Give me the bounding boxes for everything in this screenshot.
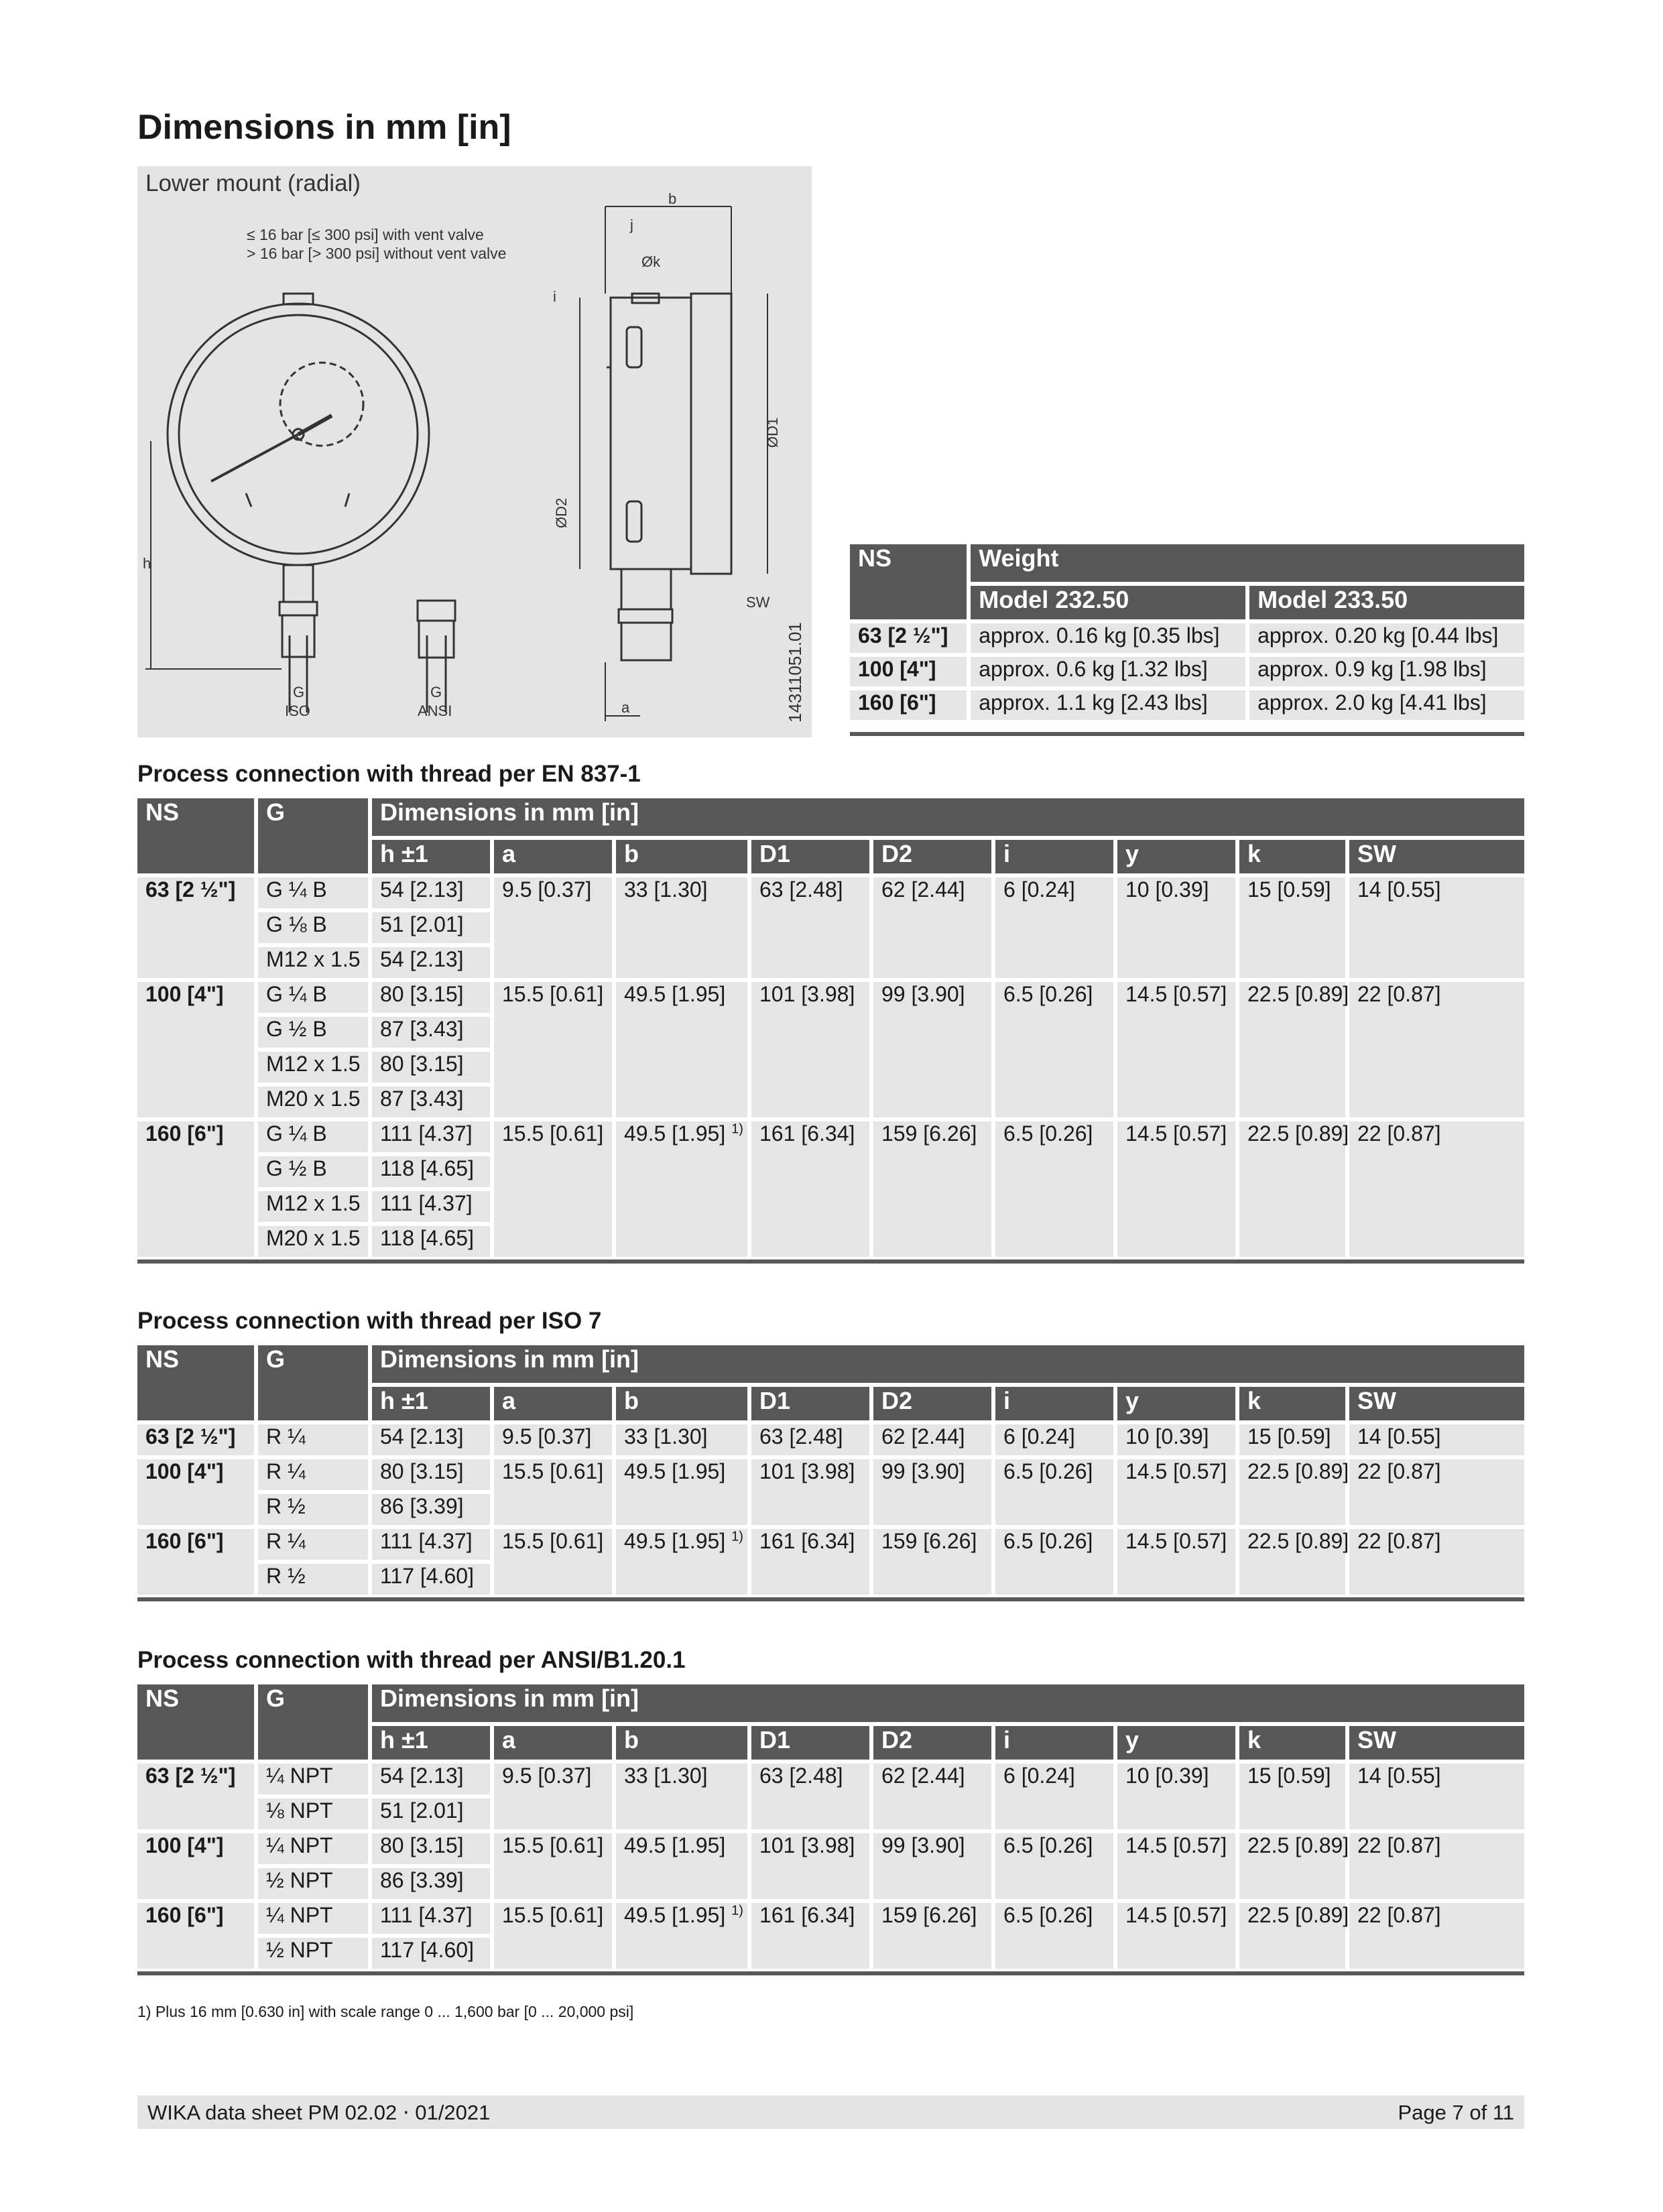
dim-value: 15 [0.59] (1247, 1764, 1331, 1788)
table-bottom-rule (850, 732, 1524, 736)
ns-cell: 100 [4"] (137, 1833, 254, 1899)
h-cell: 86 [3.39] (372, 1494, 490, 1525)
thread-cell: ⅛ NPT (258, 1798, 368, 1829)
dim-value: 161 [6.34] (759, 1121, 855, 1146)
thread-cell: G ⅛ B (258, 912, 368, 943)
table-bottom-rule (137, 1597, 1524, 1601)
dim-cell-k (1239, 1529, 1349, 1595)
dim-value: 63 [2.48] (759, 1764, 843, 1788)
footer-page-number: Page 7 of 11 (1398, 2101, 1514, 2124)
dim-cell-d2 (873, 1903, 991, 1969)
dim-cell-k (1239, 877, 1345, 978)
weight-header-weight: Weight (971, 544, 1524, 582)
dim-cell-y (1117, 1459, 1235, 1525)
dim-cell-k (1239, 1121, 1349, 1257)
table-row (137, 1903, 1524, 1934)
dim-value: 14.5 [0.57] (1125, 1459, 1227, 1483)
dim-value: 22.5 [0.89] (1247, 1833, 1349, 1857)
dim-cell-k (1239, 1459, 1349, 1525)
dim-value: 6 [0.24] (1003, 1424, 1075, 1449)
footer-doc-id: WIKA data sheet PM 02.02 ⋅ 01/2021 (147, 2101, 491, 2124)
dim-cell-sw (1349, 877, 1524, 978)
thread-cell: M12 x 1.5 (258, 1191, 368, 1222)
thread-cell: G ½ B (258, 1017, 368, 1048)
h-cell: 54 [2.13] (372, 1424, 490, 1455)
dim-cell-a (494, 1903, 612, 1969)
ns-cell: 100 [4"] (137, 982, 254, 1117)
header-col-2: b (616, 840, 747, 873)
dim-label-i: i (553, 288, 556, 305)
thread-cell: G ¼ B (258, 1121, 368, 1152)
dim-cell-b (616, 1529, 747, 1595)
header-col-0: h ±1 (372, 1726, 490, 1760)
h-cell: 111 [4.37] (372, 1903, 490, 1934)
dim-cell-d2 (873, 1529, 991, 1595)
dim-cell-k (1239, 1764, 1345, 1829)
thread-cell: R ½ (258, 1564, 368, 1595)
dim-value: 14.5 [0.57] (1125, 1121, 1227, 1146)
dim-label-d2: ØD2 (553, 497, 570, 528)
drawing-number: 14311051.01 (785, 622, 805, 723)
dim-value: 33 [1.30] (624, 877, 708, 902)
dim-cell-y (1117, 1529, 1235, 1595)
dim-value: 159 [6.26] (881, 1121, 977, 1146)
dim-value: 22.5 [0.89] (1247, 1529, 1349, 1553)
header-col-8: SW (1349, 840, 1524, 873)
page-title: Dimensions in mm [in] (137, 108, 511, 147)
dim-value: 10 [0.39] (1125, 877, 1209, 902)
thread-cell: M12 x 1.5 (258, 1052, 368, 1083)
dim-cell-d2 (873, 982, 991, 1117)
dim-cell-i (995, 1764, 1113, 1829)
dim-value: 99 [3.90] (881, 1833, 965, 1857)
dim-value: 49.5 [1.95] (624, 1529, 726, 1553)
dim-value: 49.5 [1.95] (624, 1903, 726, 1927)
header-g: G (258, 1684, 368, 1760)
h-cell: 80 [3.15] (372, 1052, 490, 1083)
thread-cell: M20 x 1.5 (258, 1226, 368, 1257)
dim-value: 6.5 [0.26] (1003, 1903, 1093, 1927)
h-cell: 117 [4.60] (372, 1938, 490, 1969)
dim-cell-d1 (751, 1424, 869, 1455)
header-col-3: D1 (751, 1726, 869, 1760)
dim-value: 22 [0.87] (1357, 1903, 1441, 1927)
dim-cell-sw (1349, 1121, 1524, 1257)
header-col-5: i (995, 840, 1113, 873)
dim-cell-i (995, 982, 1113, 1117)
section-title-ansi: Process connection with thread per ANSI/B1.20.1 (137, 1647, 686, 1673)
dim-value: 6.5 [0.26] (1003, 1529, 1093, 1553)
h-cell: 80 [3.15] (372, 1833, 490, 1864)
dim-value: 62 [2.44] (881, 1424, 965, 1449)
dim-label-sw: SW (746, 594, 770, 611)
dim-value: 63 [2.48] (759, 1424, 843, 1449)
dim-label-k: Øk (641, 253, 661, 270)
dim-value: 6.5 [0.26] (1003, 1833, 1093, 1857)
dim-value: 161 [6.34] (759, 1529, 855, 1553)
header-col-0: h ±1 (372, 1387, 490, 1420)
header-ns: NS (137, 798, 254, 873)
dim-value: 62 [2.44] (881, 877, 965, 902)
dim-cell-d2 (873, 1424, 991, 1455)
dim-cell-y (1117, 982, 1235, 1117)
h-cell: 111 [4.37] (372, 1529, 490, 1560)
h-cell: 80 [3.15] (372, 982, 490, 1013)
dim-cell-y (1117, 877, 1235, 978)
dim-cell-b (616, 982, 747, 1117)
page-footer (137, 2095, 1524, 2129)
header-col-3: D1 (751, 1387, 869, 1420)
ns-cell: 160 [6"] (137, 1121, 254, 1257)
vent-note-2: > 16 bar [> 300 psi] without vent valve (247, 245, 507, 262)
dim-value: 101 [3.98] (759, 982, 855, 1006)
dim-cell-y (1117, 1121, 1235, 1257)
table-row (137, 1459, 1524, 1490)
table-row (137, 1833, 1524, 1864)
dim-cell-a (494, 1764, 612, 1829)
figure-caption: Lower mount (radial) (145, 170, 361, 196)
table-row (850, 690, 1524, 720)
thread-cell: G ¼ B (258, 982, 368, 1013)
dim-cell-b (616, 1903, 747, 1969)
dim-value: 49.5 [1.95] (624, 982, 726, 1006)
dim-value: 15.5 [0.61] (502, 1903, 604, 1927)
dim-value: 99 [3.90] (881, 1459, 965, 1483)
thread-cell: M20 x 1.5 (258, 1087, 368, 1117)
dim-cell-k (1239, 1903, 1349, 1969)
table-row (137, 1121, 1524, 1152)
header-col-1: a (494, 1387, 612, 1420)
footnote-ref: 1) (731, 1903, 743, 1918)
thread-cell: ½ NPT (258, 1868, 368, 1899)
thread-label-ansi: ANSI (418, 702, 452, 719)
weight-header-model1: Model 232.50 (971, 586, 1245, 619)
dim-value: 33 [1.30] (624, 1424, 708, 1449)
dimension-table-iso7 (133, 1341, 1528, 1599)
ns-cell: 160 [6"] (850, 690, 967, 720)
header-col-2: b (616, 1726, 747, 1760)
header-col-6: y (1117, 1726, 1235, 1760)
dim-label-a: a (621, 699, 630, 716)
header-col-8: SW (1349, 1387, 1524, 1420)
dim-value: 6 [0.24] (1003, 1764, 1075, 1788)
section-title-en837: Process connection with thread per EN 837-1 (137, 761, 641, 787)
dim-value: 49.5 [1.95] (624, 1833, 726, 1857)
dim-value: 161 [6.34] (759, 1903, 855, 1927)
h-cell: 118 [4.65] (372, 1156, 490, 1187)
dim-cell-d1 (751, 1121, 869, 1257)
weight-header-ns: NS (850, 544, 967, 619)
weight-header-model2: Model 233.50 (1249, 586, 1524, 619)
dimension-table-en837 (133, 794, 1528, 1261)
dim-value: 15.5 [0.61] (502, 982, 604, 1006)
ns-cell: 63 [2 ½"] (137, 877, 254, 978)
h-cell: 111 [4.37] (372, 1191, 490, 1222)
dim-value: 14.5 [0.57] (1125, 1903, 1227, 1927)
header-col-6: y (1117, 1387, 1235, 1420)
header-ns: NS (137, 1684, 254, 1760)
dim-cell-k (1239, 1833, 1349, 1899)
dim-cell-d1 (751, 1529, 869, 1595)
dim-value: 9.5 [0.37] (502, 1424, 592, 1449)
dim-cell-a (494, 1459, 612, 1525)
thread-label-g-ansi: G (430, 684, 442, 700)
h-cell: 54 [2.13] (372, 1764, 490, 1794)
dim-cell-b (616, 877, 747, 978)
table-bottom-rule (137, 1259, 1524, 1264)
dim-value: 22.5 [0.89] (1247, 982, 1349, 1006)
h-cell: 51 [2.01] (372, 912, 490, 943)
dim-value: 22 [0.87] (1357, 1121, 1441, 1146)
dim-cell-a (494, 1121, 612, 1257)
dim-cell-i (995, 1903, 1113, 1969)
dim-cell-i (995, 877, 1113, 978)
header-col-7: k (1239, 1726, 1345, 1760)
dim-cell-d1 (751, 1903, 869, 1969)
dim-value: 22.5 [0.89] (1247, 1903, 1349, 1927)
dim-value: 6.5 [0.26] (1003, 982, 1093, 1006)
dim-cell-d2 (873, 1833, 991, 1899)
header-ns: NS (137, 1345, 254, 1420)
dim-value: 15 [0.59] (1247, 877, 1331, 902)
dim-value: 10 [0.39] (1125, 1424, 1209, 1449)
dim-cell-y (1117, 1764, 1235, 1829)
dim-value: 63 [2.48] (759, 877, 843, 902)
dim-cell-k (1239, 1424, 1345, 1455)
header-col-0: h ±1 (372, 840, 490, 873)
weight-table (846, 540, 1528, 724)
dim-cell-a (494, 1424, 612, 1455)
gauge-drawing-svg (137, 166, 812, 737)
header-col-4: D2 (873, 1726, 991, 1760)
dim-cell-d1 (751, 982, 869, 1117)
table-row (137, 1529, 1524, 1560)
dim-value: 62 [2.44] (881, 1764, 965, 1788)
dim-value: 15.5 [0.61] (502, 1121, 604, 1146)
dim-cell-d2 (873, 1121, 991, 1257)
dim-value: 22 [0.87] (1357, 1833, 1441, 1857)
dim-cell-i (995, 1833, 1113, 1899)
dim-cell-sw (1349, 1459, 1524, 1525)
dim-cell-d1 (751, 1833, 869, 1899)
dim-value: 6.5 [0.26] (1003, 1459, 1093, 1483)
dim-value: 15.5 [0.61] (502, 1459, 604, 1483)
header-dimensions: Dimensions in mm [in] (372, 1684, 1524, 1722)
dim-value: 159 [6.26] (881, 1903, 977, 1927)
dim-cell-b (616, 1121, 747, 1257)
dim-cell-d2 (873, 877, 991, 978)
header-col-3: D1 (751, 840, 869, 873)
h-cell: 87 [3.43] (372, 1017, 490, 1048)
dim-value: 15.5 [0.61] (502, 1529, 604, 1553)
dim-value: 6 [0.24] (1003, 877, 1075, 902)
dim-label-h: h (143, 555, 151, 572)
h-cell: 111 [4.37] (372, 1121, 490, 1152)
dim-label-j: j (630, 217, 633, 233)
dim-value: 49.5 [1.95] (624, 1459, 726, 1483)
dim-cell-sw (1349, 982, 1524, 1117)
table-row (850, 657, 1524, 686)
dim-value: 14.5 [0.57] (1125, 1529, 1227, 1553)
h-cell: 80 [3.15] (372, 1459, 490, 1490)
table-row (137, 1764, 1524, 1794)
dim-cell-b (616, 1459, 747, 1525)
ns-cell: 63 [2 ½"] (137, 1764, 254, 1829)
dim-cell-a (494, 1529, 612, 1595)
footnote: 1) Plus 16 mm [0.630 in] with scale range 0 ... 1,600 bar [0 ... 20,000 psi] (137, 2003, 634, 2020)
thread-cell: ¼ NPT (258, 1764, 368, 1794)
ns-cell: 63 [2 ½"] (137, 1424, 254, 1455)
thread-label-iso: ISO (285, 702, 310, 719)
header-col-5: i (995, 1387, 1113, 1420)
dim-cell-sw (1349, 1764, 1524, 1829)
dim-value: 101 [3.98] (759, 1459, 855, 1483)
weight-cell: approx. 0.6 kg [1.32 lbs] (971, 657, 1245, 686)
dim-value: 14.5 [0.57] (1125, 982, 1227, 1006)
dim-value: 22 [0.87] (1357, 982, 1441, 1006)
dim-value: 6.5 [0.26] (1003, 1121, 1093, 1146)
thread-cell: ¼ NPT (258, 1833, 368, 1864)
dim-value: 33 [1.30] (624, 1764, 708, 1788)
ns-cell: 63 [2 ½"] (850, 623, 967, 653)
dim-cell-sw (1349, 1529, 1524, 1595)
weight-cell: approx. 2.0 kg [4.41 lbs] (1249, 690, 1524, 720)
dim-value: 22 [0.87] (1357, 1529, 1441, 1553)
thread-cell: M12 x 1.5 (258, 947, 368, 978)
dim-value: 49.5 [1.95] (624, 1121, 726, 1146)
header-col-1: a (494, 1726, 612, 1760)
ns-cell: 160 [6"] (137, 1903, 254, 1969)
dim-cell-d2 (873, 1764, 991, 1829)
weight-cell: approx. 1.1 kg [2.43 lbs] (971, 690, 1245, 720)
h-cell: 117 [4.60] (372, 1564, 490, 1595)
dim-cell-d1 (751, 877, 869, 978)
ns-cell: 100 [4"] (850, 657, 967, 686)
thread-cell: G ¼ B (258, 877, 368, 908)
dim-cell-a (494, 1833, 612, 1899)
dim-cell-d1 (751, 1764, 869, 1829)
h-cell: 54 [2.13] (372, 877, 490, 908)
dim-cell-d1 (751, 1459, 869, 1525)
header-dimensions: Dimensions in mm [in] (372, 1345, 1524, 1383)
dim-value: 14.5 [0.57] (1125, 1833, 1227, 1857)
h-cell: 118 [4.65] (372, 1226, 490, 1257)
dim-cell-b (616, 1833, 747, 1899)
dim-cell-sw (1349, 1903, 1524, 1969)
header-col-6: y (1117, 840, 1235, 873)
dimension-drawing (137, 166, 812, 737)
dim-label-b: b (668, 190, 677, 207)
dim-cell-sw (1349, 1424, 1524, 1455)
header-col-7: k (1239, 1387, 1345, 1420)
dim-value: 9.5 [0.37] (502, 877, 592, 902)
footnote-ref: 1) (731, 1529, 743, 1544)
dim-cell-d2 (873, 1459, 991, 1525)
dim-value: 14 [0.55] (1357, 1764, 1441, 1788)
header-col-4: D2 (873, 840, 991, 873)
header-col-5: i (995, 1726, 1113, 1760)
header-col-4: D2 (873, 1387, 991, 1420)
dim-value: 22.5 [0.89] (1247, 1459, 1349, 1483)
dim-cell-y (1117, 1903, 1235, 1969)
dim-value: 15.5 [0.61] (502, 1833, 604, 1857)
dim-value: 14 [0.55] (1357, 877, 1441, 902)
dim-value: 22 [0.87] (1357, 1459, 1441, 1483)
header-col-1: a (494, 840, 612, 873)
table-row (137, 1424, 1524, 1455)
table-row (137, 877, 1524, 908)
footnote-ref: 1) (731, 1121, 743, 1137)
section-title-iso7: Process connection with thread per ISO 7 (137, 1308, 602, 1334)
dim-cell-a (494, 877, 612, 978)
header-g: G (258, 798, 368, 873)
dim-value: 159 [6.26] (881, 1529, 977, 1553)
dim-value: 22.5 [0.89] (1247, 1121, 1349, 1146)
header-g: G (258, 1345, 368, 1420)
dim-cell-i (995, 1424, 1113, 1455)
h-cell: 54 [2.13] (372, 947, 490, 978)
weight-cell: approx. 0.16 kg [0.35 lbs] (971, 623, 1245, 653)
thread-cell: R ¼ (258, 1424, 368, 1455)
h-cell: 51 [2.01] (372, 1798, 490, 1829)
ns-cell: 160 [6"] (137, 1529, 254, 1595)
header-col-2: b (616, 1387, 747, 1420)
header-dimensions: Dimensions in mm [in] (372, 798, 1524, 836)
header-col-8: SW (1349, 1726, 1524, 1760)
dim-value: 10 [0.39] (1125, 1764, 1209, 1788)
dim-cell-i (995, 1121, 1113, 1257)
h-cell: 86 [3.39] (372, 1868, 490, 1899)
dim-cell-k (1239, 982, 1349, 1117)
h-cell: 87 [3.43] (372, 1087, 490, 1117)
dim-cell-i (995, 1529, 1113, 1595)
thread-cell: ¼ NPT (258, 1903, 368, 1934)
thread-cell: ½ NPT (258, 1938, 368, 1969)
dim-value: 15 [0.59] (1247, 1424, 1331, 1449)
dim-cell-sw (1349, 1833, 1524, 1899)
dimension-table-ansi (133, 1680, 1528, 1973)
dim-cell-y (1117, 1424, 1235, 1455)
table-row (850, 623, 1524, 653)
dim-value: 14 [0.55] (1357, 1424, 1441, 1449)
dim-value: 9.5 [0.37] (502, 1764, 592, 1788)
ns-cell: 100 [4"] (137, 1459, 254, 1525)
dim-value: 101 [3.98] (759, 1833, 855, 1857)
header-col-7: k (1239, 840, 1345, 873)
weight-cell: approx. 0.20 kg [0.44 lbs] (1249, 623, 1524, 653)
thread-label-g-iso: G (293, 684, 305, 700)
dim-cell-b (616, 1764, 747, 1829)
dim-label-d1: ØD1 (764, 417, 781, 448)
table-bottom-rule (137, 1971, 1524, 1975)
dim-cell-a (494, 982, 612, 1117)
thread-cell: R ¼ (258, 1459, 368, 1490)
thread-cell: R ¼ (258, 1529, 368, 1560)
dim-cell-i (995, 1459, 1113, 1525)
dim-value: 99 [3.90] (881, 982, 965, 1006)
thread-cell: R ½ (258, 1494, 368, 1525)
weight-cell: approx. 0.9 kg [1.98 lbs] (1249, 657, 1524, 686)
table-row (137, 982, 1524, 1013)
vent-note-1: ≤ 16 bar [≤ 300 psi] with vent valve (247, 226, 484, 243)
dim-cell-y (1117, 1833, 1235, 1899)
dim-cell-b (616, 1424, 747, 1455)
thread-cell: G ½ B (258, 1156, 368, 1187)
